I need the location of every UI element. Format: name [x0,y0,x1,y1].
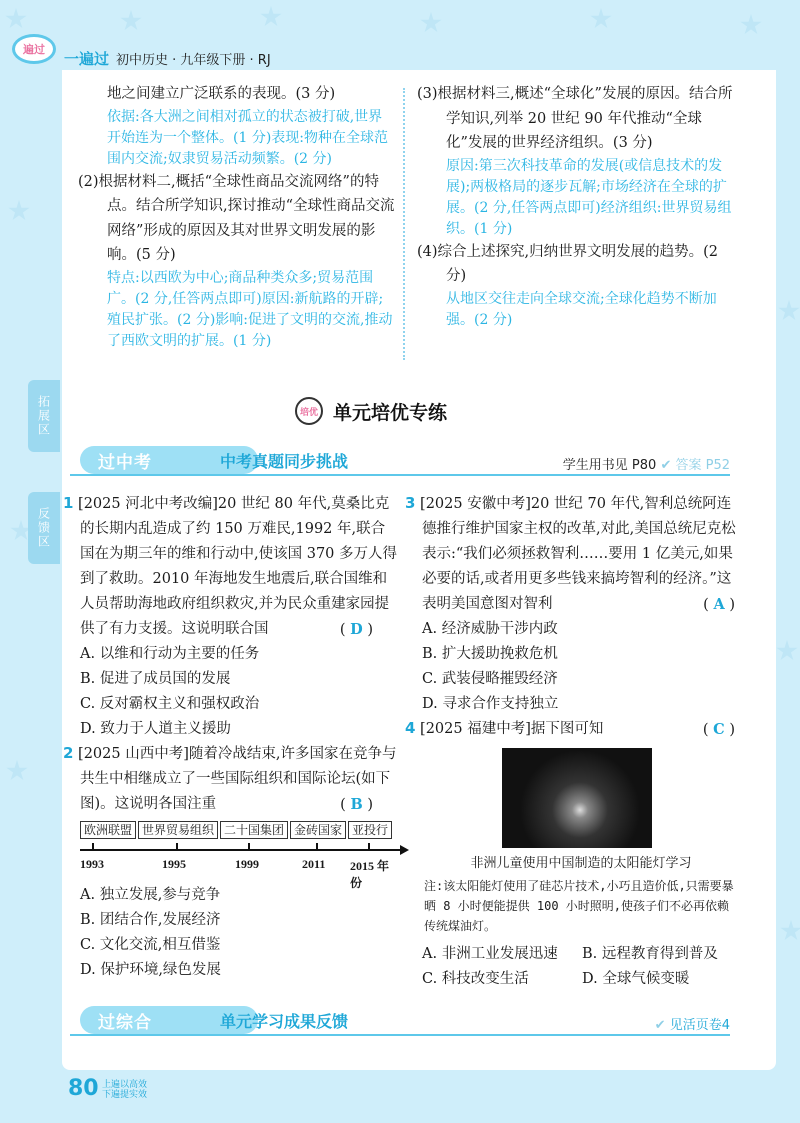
section-title [295,394,505,428]
q3-options: A. 经济威胁干涉内政 B. 扩大援助挽救危机 C. 武装侵略摧毁经济 D. 寻求合作支持独立 [422,621,559,712]
q1-options: A. 以维和行动为主要的任务 B. 促进了成员国的发展 C. 反对霸权主义和强权政治 D. 致力于人道主义援助 [80,646,260,737]
timeline-figure: 欧洲联盟 世界贸易组织 二十国集团 金砖国家 亚投行 1993 1995 1999 2011 2015 年份 [80,821,399,881]
question-1: 1 [2025 河北中考改编]20 世纪 80 年代,莫桑比克的长期内乱造成了约 150 万难民,1992 年,联合国在为期三年的维和行动中,使该国 370 多万人得到了救助。2010 年海地发生地震后,联合国维和人员帮助海地政府组织救灾,并为民众重建家园提供了有力支援。这说明联合国 ( D ) [63,494,398,638]
answer-2: 特点:以西欧为中心;商品种类众多;贸易范围广。(2 分,任答两点即可)原因:新航路的开辟;殖民扩张。(2 分)影响:促进了文明的交流,推动了西欧文明的扩展。(1 分) [107,269,393,349]
q4-options: A. 非洲工业发展迅速 B. 远程教育得到普及 C. 科技改变生活 D. 全球气候变暖 [422,946,718,987]
brand-name: 一遍过 [64,50,110,68]
solar-lamp-photo [502,748,652,848]
answer-mark: B [350,796,363,813]
question-2-exam: 2 [2025 山西中考]随着冷战结束,许多国家在竞争与共生中相继成立了一些国际组织和国际论坛(如下图)。这说明各国注重 ( B ) [63,744,397,813]
column-divider [403,88,405,360]
photo-caption: 非洲儿童使用中国制造的太阳能灯学习 [470,856,692,871]
lower-left-column [63,492,399,983]
lower-right-column [405,492,739,743]
side-tab-feedback[interactable]: 反馈区 [28,492,60,564]
bar-reference[interactable]: ✔ 见活页卷4 [654,1018,730,1033]
bar-tag: 过综合 [98,1013,152,1033]
q1-tail-text: 地之间建立广泛联系的表现。(3 分) [107,86,336,102]
star-badge-icon: 培优 [295,397,323,425]
brand-logo: 遍过 [12,34,56,64]
bar-subtitle: 单元学习成果反馈 [220,1012,349,1031]
course-title: 初中历史 · 九年级下册 · RJ [116,53,271,68]
bar-tag: 过中考 [98,453,152,473]
question-2: (2)根据材料二,概括“全球性商品交流网络”的特点。结合所学知识,探讨推动“全球性商品交流网络”形成的原因及其对世界文明发展的影响。(5 分) [78,173,395,263]
question-4-exam: 4 [2025 福建中考]据下图可知 ( C ) [405,719,735,738]
answer-mark: A [713,596,725,613]
page-header [0,0,800,70]
answer-mark: D [350,621,363,638]
answer-mark: C [713,721,725,738]
answer-4: 从地区交往走向全球交流;全球化趋势不断加强。(2 分) [446,290,717,328]
side-tab-expand[interactable]: 拓展区 [28,380,60,452]
photo-note: 注:该太阳能灯使用了硅芯片技术,小巧且造价低,只需要暴晒 8 小时便能提供 100 小时照明,使孩子们不必再依赖传统煤油灯。 [424,879,734,933]
page-number: 80 [68,1076,99,1101]
bar-subtitle: 中考真题同步挑战 [220,452,349,471]
left-column [78,82,396,352]
question-3: (3)根据材料三,概述“全球化”发展的原因。结合所学知识,列举 20 世纪 90 年代推动“全球化”发展的世界经济组织。(3 分) [417,86,733,151]
question-4: (4)综合上述探究,归纳世界文明发展的趋势。(2 分) [417,243,719,284]
bar-reference: 学生用书见 P80 ✔ 答案 P52 [562,458,730,473]
footer-slogan: 上遍以高效 下遍提实效 [102,1080,148,1100]
q2-options: A. 独立发展,参与竞争 B. 团结合作,发展经济 C. 文化交流,相互借鉴 D. 保护环境,绿色发展 [80,887,221,978]
answer-3: 原因:第三次科技革命的发展(或信息技术的发展);两极格局的逐步瓦解;市场经济在全球的扩展。(2 分,任答两点即可)经济组织:世界贸易组织。(1 分) [446,157,732,237]
section-bar-exam [70,446,730,476]
right-column [417,82,737,331]
section-bar-review [70,1006,730,1036]
answer-1: 依据:各大洲之间相对孤立的状态被打破,世界开始连为一个整体。(1 分)表现:物种在全球范围内交流;奴隶贸易活动频繁。(2 分) [107,108,388,167]
question-3-exam: 3 [2025 安徽中考]20 世纪 70 年代,智利总统阿连德推行维护国家主权的改革,对此,美国总统尼克松表示:“我们必须拯救智利……要用 1 亿美元,如果必要的话,或者用更多些钱来搞垮智利的经济。”这表明美国意图对智利 ( A ) [405,494,736,613]
section-title-text: 单元培优专练 [333,401,448,424]
answer-ref: 答案 P52 [675,458,730,473]
